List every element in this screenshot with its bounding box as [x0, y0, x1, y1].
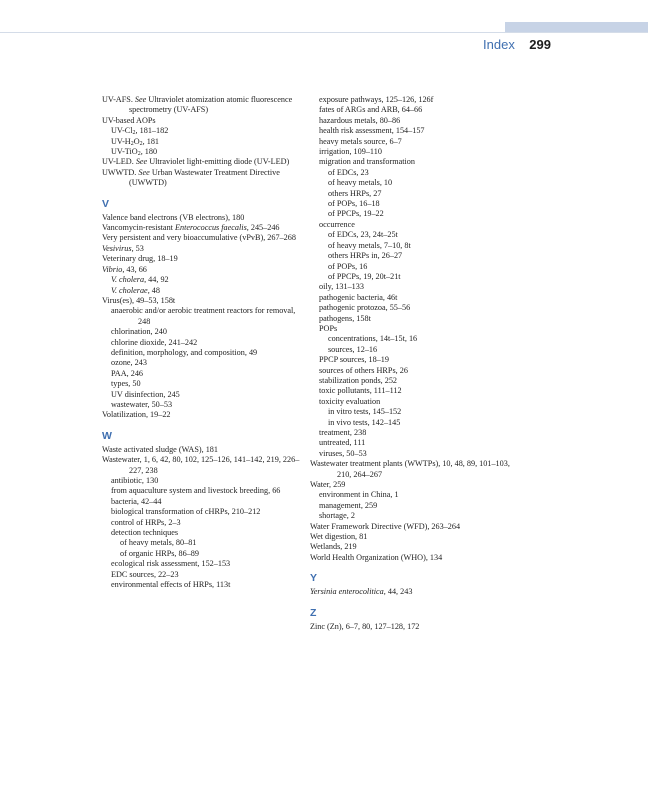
- index-entry: UV-LED. See Ultraviolet light-emitting diode (UV-LED): [102, 157, 290, 167]
- index-subentry: toxic pollutants, 111–112: [319, 386, 402, 396]
- index-subentry: UV-TiO$_2$, 180: [111, 147, 158, 158]
- index-subentry: fates of ARGs and ARB, 64–66: [319, 105, 423, 115]
- index-subentry: stabilization ponds, 252: [319, 375, 398, 385]
- index-subentry: pathogenic protozoa, 55–56: [319, 303, 411, 313]
- index-entry: Water Framework Directive (WFD), 263–264: [310, 521, 461, 531]
- index-subentry: EDC sources, 22–23: [111, 569, 179, 579]
- index-subentry: health risk assessment, 154–157: [319, 126, 425, 136]
- section-letter: Z: [310, 606, 317, 619]
- index-subentry: others HRPs, 27: [328, 188, 382, 198]
- index-subentry: concentrations, 14t–15t, 16: [328, 334, 418, 344]
- index-entry: Virus(es), 49–53, 158t: [102, 295, 176, 305]
- index-subentry: untreated, 111: [319, 438, 366, 448]
- index-subentry: chlorine dioxide, 241–242: [111, 337, 198, 347]
- index-subentry: treatment, 238: [319, 428, 367, 437]
- index-entry: UV-AFS. See Ultraviolet atomization atomic fluorescence spectrometry (UV-AFS): [102, 95, 293, 115]
- index-entry: Wetlands, 219: [310, 542, 357, 552]
- index-entry: Yersinia enterocolitica, 44, 243: [310, 587, 413, 597]
- index-subentry: environmental effects of HRPs, 113t: [111, 580, 231, 590]
- index-subentry: exposure pathways, 125–126, 126f: [319, 95, 434, 104]
- index-subentry: $UV-Cl_2$, 181–182: [111, 126, 169, 137]
- header-accent-bar: [505, 22, 648, 32]
- section-letter: Y: [310, 572, 318, 585]
- index-subentry: sources of others HRPs, 26: [319, 365, 408, 375]
- index-entry: Wastewater, 1, 6, 42, 80, 102, 125–126, 141–142, 219, 226–227, 238: [102, 455, 300, 475]
- index-column-right: [310, 95, 525, 632]
- index-entry: Veterinary drug, 18–19: [102, 254, 178, 264]
- index-subentry: detection techniques: [111, 528, 179, 538]
- index-subentry: in vitro tests, 145–152: [328, 407, 402, 417]
- index-subentry: toxicity evaluation: [319, 396, 381, 406]
- index-subentry: environment in China, 1: [319, 490, 399, 500]
- index-subentry: of PPCPs, 19, 20t–21t: [328, 271, 401, 281]
- index-entry: Very persistent and very bioaccumulative (vPvB), 267–268: [102, 233, 296, 243]
- index-entry: Volatilization, 19–22: [102, 410, 171, 420]
- index-subentry: types, 50: [111, 379, 141, 389]
- page-number: 299: [529, 37, 551, 52]
- index-subentry: of heavy metals, 7–10, 8t: [328, 240, 411, 250]
- index-entry: Wastewater treatment plants (WWTPs), 10, 48, 89, 101–103, 210, 264–267: [310, 459, 510, 479]
- index-entry: Vancomycin-resistant Enterococcus faecalis, 245–246: [102, 223, 280, 233]
- index-subentry: others HRPs in, 26–27: [328, 251, 403, 261]
- index-column-left: [102, 95, 307, 590]
- index-subentry: of POPs, 16: [328, 261, 368, 271]
- index-subentry: PAA, 246: [111, 368, 144, 378]
- index-subentry: of EDCs, 23, 24t–25t: [328, 230, 398, 240]
- running-head: [483, 36, 551, 54]
- index-subentry: biological transformation of cHRPs, 210–212: [111, 507, 261, 517]
- section-letter: V: [102, 197, 110, 210]
- index-subentry: PPCP sources, 18–19: [319, 355, 389, 365]
- index-entry: World Health Organization (WHO), 134: [310, 552, 443, 562]
- index-entry: UWWTD. See Urban Wastewater Treatment Directive (UWWTD): [102, 167, 280, 188]
- index-entry: UV-based AOPs: [102, 115, 156, 125]
- index-subentry: POPs: [319, 323, 338, 333]
- index-subentry: hazardous metals, 80–86: [319, 115, 401, 125]
- index-subentry: $UV-H_2O_2$, 181: [111, 136, 160, 147]
- index-subentry: pathogenic bacteria, 46t: [319, 292, 398, 302]
- index-subentry: control of HRPs, 2–3: [111, 517, 181, 527]
- index-subentry: from aquaculture system and livestock breeding, 66: [111, 486, 281, 496]
- index-subentry: shortage, 2: [319, 511, 355, 521]
- index-subentry: in vivo tests, 142–145: [328, 417, 401, 427]
- index-entry: Vesivirus, 53: [102, 243, 144, 253]
- index-subentry: wastewater, 50–53: [111, 399, 173, 409]
- index-entry: Zinc (Zn), 6–7, 80, 127–128, 172: [310, 621, 420, 631]
- running-head-label: Index: [483, 37, 515, 52]
- index-subentry: V. cholerae, 48: [111, 285, 160, 295]
- index-subentry: antibiotic, 130: [111, 476, 159, 485]
- index-subentry: migration and transformation: [319, 157, 415, 167]
- index-subentry: of POPs, 16–18: [328, 199, 380, 209]
- index-subentry: occurrence: [319, 219, 355, 229]
- index-subentry: viruses, 50–53: [319, 448, 367, 458]
- index-subentry: of heavy metals, 10: [328, 178, 393, 188]
- index-entry: Wet digestion, 81: [310, 532, 368, 542]
- index-entry: Valence band electrons (VB electrons), 180: [102, 212, 245, 222]
- index-entry: Waste activated sludge (WAS), 181: [102, 444, 218, 454]
- index-subentry: heavy metals source, 6–7: [319, 136, 402, 146]
- index-subentry: irrigation, 109–110: [319, 147, 382, 157]
- index-subentry: bacteria, 42–44: [111, 496, 162, 506]
- index-subentry: chlorination, 240: [111, 327, 167, 337]
- index-subentry: of organic HRPs, 86–89: [120, 548, 199, 558]
- index-subentry: anaerobic and/or aerobic treatment reactors for removal, 248: [111, 306, 296, 326]
- header-rule: [0, 32, 648, 33]
- index-subentry: of heavy metals, 80–81: [120, 538, 197, 548]
- index-subentry: ozone, 243: [111, 358, 147, 368]
- index-subentry: pathogens, 158t: [319, 313, 371, 323]
- section-letter: W: [102, 429, 112, 442]
- index-subentry: of EDCs, 23: [328, 167, 369, 177]
- index-subentry: sources, 12–16: [328, 344, 378, 354]
- index-entry: Water, 259: [310, 480, 346, 490]
- index-subentry: definition, morphology, and composition, 49: [111, 347, 258, 357]
- index-subentry: management, 259: [319, 500, 378, 510]
- index-subentry: ecological risk assessment, 152–153: [111, 559, 231, 569]
- index-entry: Vibrio, 43, 66: [102, 264, 147, 274]
- index-subentry: UV disinfection, 245: [111, 389, 180, 399]
- index-subentry: oily, 131–133: [319, 282, 364, 292]
- index-subentry: of PPCPs, 19–22: [328, 209, 384, 219]
- index-subentry: V. cholera, 44, 92: [111, 275, 169, 285]
